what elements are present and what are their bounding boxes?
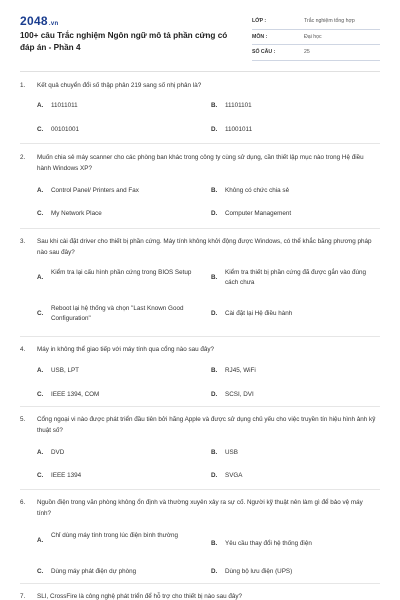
option-letter: D. (211, 126, 218, 133)
option-text: Chỉ dùng máy tính trong lúc điện bình thường (51, 532, 179, 539)
option-letter: A. (37, 537, 44, 544)
meta-value: Trắc nghiệm tổng hợp (304, 18, 355, 24)
option-c[interactable] (37, 209, 207, 219)
option-letter: C. (37, 568, 44, 575)
question-4 (20, 344, 378, 355)
option-a[interactable] (37, 268, 207, 281)
option-a[interactable] (37, 366, 207, 376)
option-letter: D. (211, 391, 218, 398)
question-divider (20, 489, 380, 490)
meta-row-subject (252, 30, 380, 46)
question-text: Nguồn điện trong văn phòng không ổn định và thường xuyên xảy ra sự cố. Người kỹ thuật nên làm gì để bảo vệ máy tính? (37, 499, 363, 517)
question-number: 7. (20, 593, 26, 600)
option-text: USB (225, 449, 238, 456)
option-a[interactable] (37, 186, 207, 196)
logo-text: 2048 (20, 14, 48, 28)
option-text: SVGA (225, 472, 243, 479)
option-text: Dùng bộ lưu điện (UPS) (225, 568, 293, 575)
question-number: 1. (20, 82, 26, 89)
option-text: Cài đặt lại Hệ điều hành (225, 310, 293, 317)
option-letter: B. (211, 102, 218, 109)
option-d[interactable] (211, 390, 381, 400)
question-text: Cổng ngoại vi nào được phát triển đầu tiên bởi hãng Apple và được sử dụng chủ yếu cho việc truyền tín hiệu hình ảnh kỹ thuật số? (37, 416, 376, 434)
option-d[interactable] (211, 567, 381, 577)
option-d[interactable] (211, 125, 381, 135)
option-c[interactable] (37, 304, 207, 324)
question-divider (20, 228, 380, 229)
option-text: USB, LPT (51, 367, 79, 374)
question-5 (20, 414, 378, 436)
option-b[interactable] (211, 186, 381, 196)
question-divider (20, 336, 380, 337)
option-letter: D. (211, 310, 218, 317)
option-text: 11001011 (225, 126, 253, 133)
option-b[interactable] (211, 101, 381, 111)
option-letter: B. (211, 274, 218, 281)
meta-label: LỚP : (252, 18, 267, 24)
option-text: Kiểm tra thiết bị phần cứng đã được gắn vào đúng cách chưa (225, 269, 367, 286)
question-number: 5. (20, 416, 26, 423)
question-number: 3. (20, 238, 26, 245)
option-letter: C. (37, 126, 44, 133)
option-d[interactable] (211, 309, 381, 319)
document-header (20, 14, 380, 62)
site-logo[interactable] (20, 14, 58, 28)
option-a[interactable] (37, 448, 207, 458)
option-letter: A. (37, 102, 44, 109)
question-3 (20, 236, 378, 258)
meta-info (252, 14, 380, 61)
option-text: Yêu cầu thay đổi hệ thống điện (225, 540, 312, 547)
option-letter: A. (37, 449, 44, 456)
option-text: My Network Place (51, 210, 102, 217)
option-letter: B. (211, 540, 218, 547)
question-number: 4. (20, 346, 26, 353)
option-b[interactable] (211, 539, 381, 549)
option-text: Dùng máy phát điện dự phòng (51, 568, 137, 575)
question-1 (20, 80, 378, 91)
question-divider (20, 406, 380, 407)
meta-label: MÔN : (252, 33, 268, 40)
question-6 (20, 497, 378, 519)
logo-suffix: .vn (48, 21, 59, 27)
option-text: IEEE 1394, COM (51, 391, 100, 398)
option-letter: C. (37, 391, 44, 398)
option-c[interactable] (37, 567, 207, 577)
question-2 (20, 152, 378, 174)
meta-row-count (252, 45, 380, 61)
option-b[interactable] (211, 448, 381, 458)
option-d[interactable] (211, 209, 381, 219)
question-divider (20, 143, 380, 144)
option-letter: D. (211, 472, 218, 479)
question-text: Máy in không thể giao tiếp với máy tính qua cổng nào sau đây? (37, 346, 215, 353)
option-c[interactable] (37, 390, 207, 400)
option-text: DVD (51, 449, 65, 456)
meta-label: SỐ CÂU : (252, 49, 276, 55)
option-a[interactable] (37, 531, 207, 544)
page-title: 100+ câu Trắc nghiệm Ngôn ngữ mô tả phần cứng có đáp án - Phần 4 (20, 31, 228, 52)
option-letter: B. (211, 449, 218, 456)
option-text: Control Panel/ Printers and Fax (51, 187, 139, 194)
question-text: Muốn chia sẻ máy scanner cho các phòng ban khác trong công ty cùng sử dụng, cần thiết lập mục nào trong Hệ điều hành Windows XP? (37, 154, 364, 172)
option-b[interactable] (211, 366, 381, 376)
option-text: Computer Management (225, 210, 292, 217)
option-c[interactable] (37, 125, 207, 135)
option-letter: A. (37, 367, 44, 374)
question-number: 2. (20, 154, 26, 161)
option-letter: C. (37, 472, 44, 479)
question-7 (20, 591, 378, 600)
option-letter: B. (211, 187, 218, 194)
option-text: 00101001 (51, 126, 80, 133)
option-letter: B. (211, 367, 218, 374)
option-letter: C. (37, 210, 44, 217)
meta-value: 25 (304, 49, 310, 55)
option-d[interactable] (211, 471, 381, 481)
option-text: Kiểm tra lại cấu hình phần cứng trong BIOS Setup (51, 269, 192, 276)
option-letter: A. (37, 274, 44, 281)
question-text: Sau khi cài đặt driver cho thiết bị phần cứng. Máy tính không khởi động được Windows, có thể khắc băng phương pháp nào sau đây? (37, 238, 372, 256)
question-text: Kết quả chuyển đổi số thập phân 219 sang số nhị phân là? (37, 82, 202, 89)
option-b[interactable] (211, 268, 381, 288)
option-a[interactable] (37, 101, 207, 111)
option-letter: D. (211, 210, 218, 217)
meta-row-class (252, 14, 380, 30)
option-text: Không có chức chia sẻ (225, 187, 290, 194)
question-text: SLI, CrossFire là công nghệ phát triển để hỗ trợ cho thiết bị nào sau đây? (37, 593, 243, 600)
meta-value: Đại học (304, 33, 322, 40)
option-text: RJ45, WiFi (225, 367, 256, 374)
question-divider (20, 583, 380, 584)
option-letter: A. (37, 187, 44, 194)
option-letter: C. (37, 310, 44, 317)
option-text: IEEE 1394 (51, 472, 82, 479)
option-text: 11101101 (225, 102, 252, 109)
question-number: 6. (20, 499, 26, 506)
option-c[interactable] (37, 471, 207, 481)
header-divider (20, 71, 380, 72)
option-letter: D. (211, 568, 218, 575)
option-text: Reboot lại hệ thống và chọn "Last Known Good Configuration" (51, 305, 184, 322)
option-text: SCSI, DVI (225, 391, 254, 398)
option-text: 11011011 (51, 102, 78, 109)
